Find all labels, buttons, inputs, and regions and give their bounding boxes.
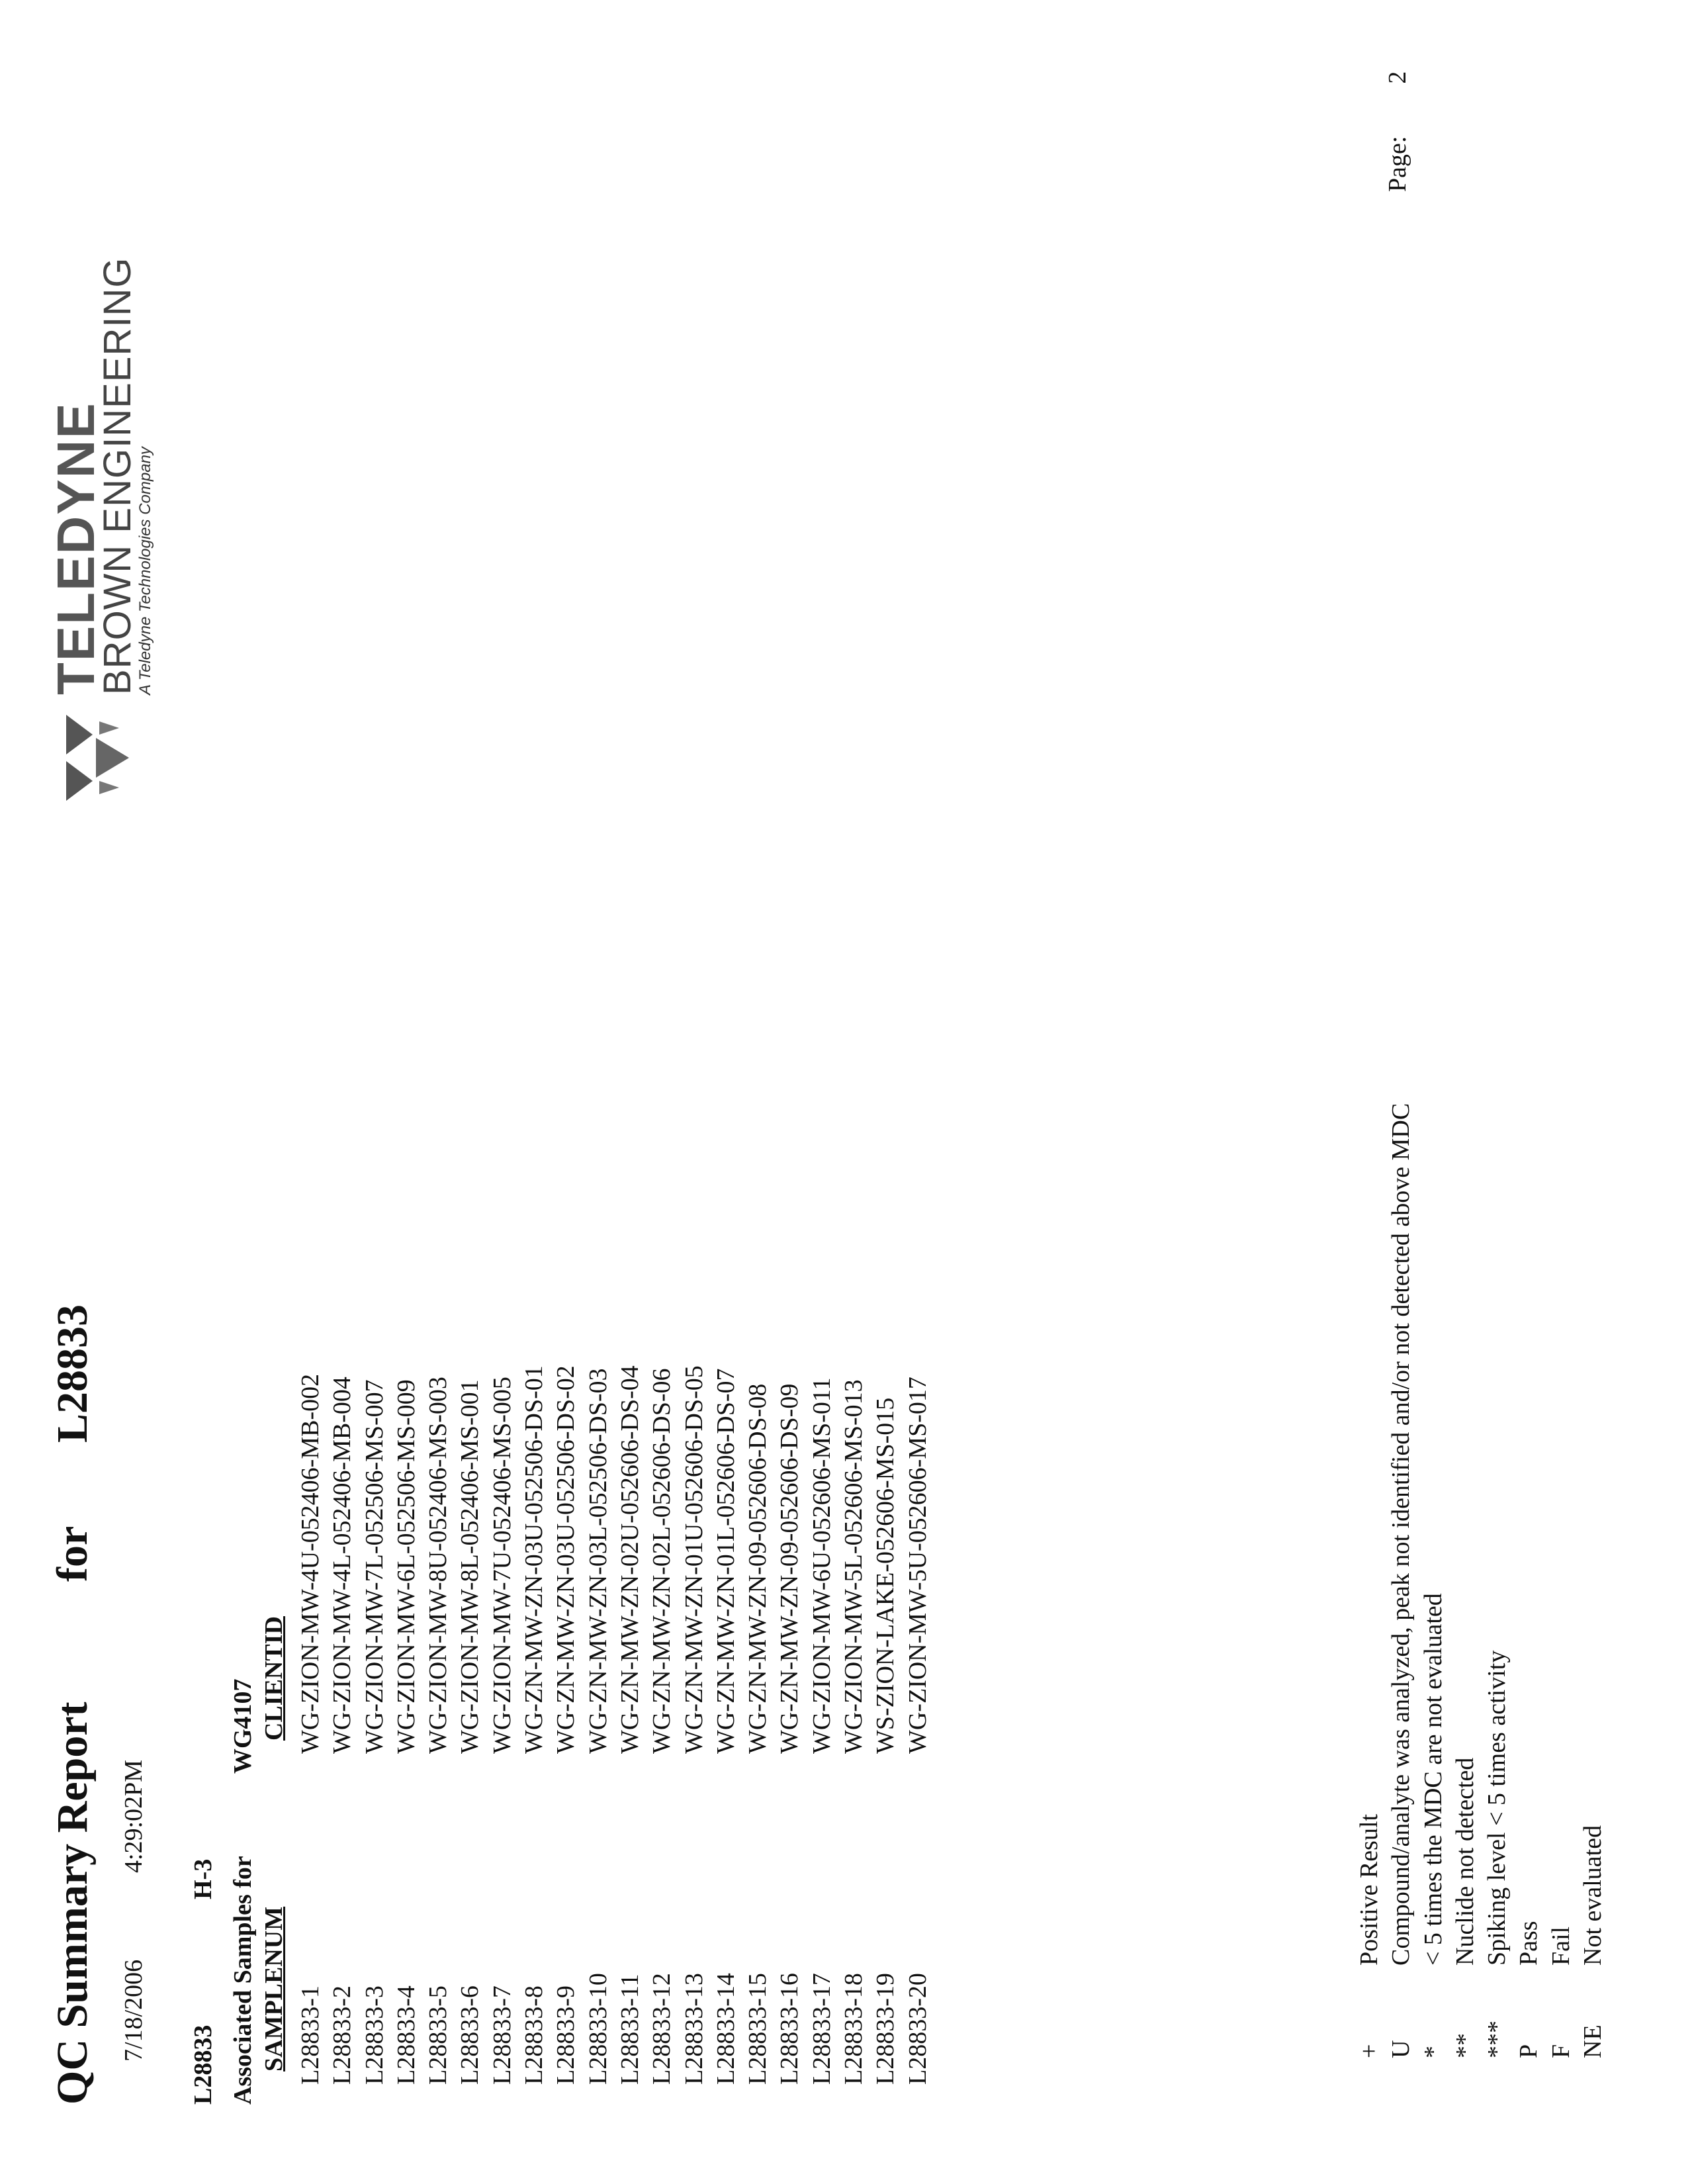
- table-row: [359, 1365, 390, 2085]
- client-id: WS-ZION-LAKE-052606-MS-015: [871, 1397, 900, 1754]
- column-header-clientid: CLIENTID: [260, 1616, 288, 1741]
- legend-text: Not evaluated: [1579, 1825, 1607, 1966]
- client-id: WG-ZION-MW-7U-052406-MS-005: [488, 1377, 516, 1754]
- nuclide-label: H-3: [189, 1858, 217, 1899]
- table-row: [326, 1365, 358, 2085]
- legend-item: [1481, 1103, 1513, 2058]
- sample-number: L28833-2: [328, 1985, 357, 2085]
- section-lab-number: L28833: [189, 2025, 217, 2105]
- associated-samples-label: Associated Samples for: [229, 1856, 257, 2105]
- legend-item: [1385, 1103, 1417, 2058]
- report-date: 7/18/2006: [120, 1959, 148, 2062]
- sample-number: L28833-18: [840, 1973, 868, 2085]
- client-id: WG-ZN-MW-ZN-02U-052606-DS-04: [615, 1365, 644, 1754]
- legend-text: Positive Result: [1355, 1813, 1383, 1966]
- table-row: [646, 1365, 678, 2085]
- logo-division: BROWN ENGINEERING: [96, 257, 139, 695]
- sample-number: L28833-4: [392, 1985, 420, 2085]
- sample-number: L28833-16: [776, 1973, 804, 2085]
- sample-number: L28833-6: [456, 1985, 484, 2085]
- sample-number: L28833-1: [296, 1985, 324, 2085]
- legend-key: *: [1419, 2046, 1447, 2058]
- table-row: [742, 1365, 774, 2085]
- legend-text: Pass: [1515, 1921, 1543, 1966]
- table-row: [454, 1365, 486, 2085]
- legend-item: [1577, 1103, 1609, 2058]
- table-row: [838, 1365, 869, 2085]
- legend-key: F: [1546, 2044, 1575, 2058]
- client-id: WG-ZION-MW-4U-052406-MB-002: [296, 1373, 324, 1754]
- sample-number: L28833-15: [744, 1973, 772, 2085]
- sample-number: L28833-12: [648, 1973, 676, 2085]
- legend-text: Compound/analyte was analyzed, peak not identified and/or not detected above MDC: [1387, 1103, 1415, 1966]
- legend-item: [1513, 1103, 1544, 2058]
- legend-key: P: [1515, 2044, 1543, 2058]
- table-row: [422, 1365, 454, 2085]
- sample-number: L28833-7: [488, 1985, 516, 2085]
- client-id: WG-ZN-MW-ZN-09-052606-DS-09: [776, 1383, 804, 1754]
- page-number: 2: [1384, 71, 1411, 84]
- legend-key: **: [1450, 2033, 1479, 2058]
- legend-text: Fail: [1546, 1926, 1575, 1966]
- sample-number: L28833-11: [615, 1974, 644, 2085]
- report-time: 4:29:02PM: [120, 1759, 148, 1873]
- table-row: [806, 1365, 838, 2085]
- sample-number: L28833-17: [807, 1973, 836, 2085]
- client-id: WG-ZION-MW-8L-052406-MS-001: [456, 1379, 484, 1754]
- logo-name: TELEDYNE: [46, 402, 105, 695]
- lab-number-heading: L28833: [48, 1304, 97, 1443]
- client-id: WG-ZN-MW-ZN-03U-052506-DS-01: [520, 1365, 549, 1754]
- client-id: WG-ZN-MW-ZN-09-052606-DS-08: [744, 1383, 772, 1754]
- client-id: WG-ZION-MW-8U-052406-MS-003: [424, 1377, 453, 1754]
- client-id: WG-ZION-MW-5L-052606-MS-013: [840, 1379, 868, 1754]
- page-label: Page:: [1384, 136, 1411, 192]
- page-indicator: [1383, 71, 1412, 192]
- sample-number: L28833-9: [552, 1985, 580, 2085]
- workgroup-label: WG4107: [229, 1678, 257, 1774]
- teledyne-logo-icon: [53, 708, 139, 807]
- legend-item: [1353, 1103, 1385, 2058]
- report-title: QC Summary Report: [48, 1702, 97, 2105]
- client-id: WG-ZN-MW-ZN-01U-052606-DS-05: [680, 1365, 708, 1754]
- table-row: [518, 1365, 550, 2085]
- sample-number: L28833-20: [903, 1973, 932, 2085]
- table-row: [582, 1365, 614, 2085]
- table-row: [678, 1365, 710, 2085]
- sample-number: L28833-19: [871, 1973, 900, 2085]
- table-row: [390, 1365, 422, 2085]
- table-row: [550, 1365, 582, 2085]
- for-label: for: [48, 1525, 97, 1582]
- table-row: [710, 1365, 742, 2085]
- table-row: [614, 1365, 646, 2085]
- client-id: WG-ZN-MW-ZN-03U-052506-DS-02: [552, 1365, 580, 1754]
- client-id: WG-ZION-MW-6U-052606-MS-011: [807, 1377, 836, 1754]
- sample-number: L28833-5: [424, 1985, 453, 2085]
- table-row: [486, 1365, 518, 2085]
- logo-tagline: A Teledyne Technologies Company: [136, 447, 154, 695]
- client-id: WG-ZION-MW-6L-052506-MS-009: [392, 1379, 420, 1754]
- legend-key: ***: [1483, 2021, 1511, 2058]
- table-row: [294, 1365, 326, 2085]
- legend-item: [1449, 1103, 1481, 2058]
- legend-key: +: [1355, 2044, 1383, 2058]
- table-row: [869, 1365, 901, 2085]
- legend-text: < 5 times the MDC are not evaluated: [1419, 1593, 1447, 1966]
- legend-item: [1545, 1103, 1577, 2058]
- legend: [1353, 1103, 1609, 2058]
- client-id: WG-ZN-MW-ZN-01L-052606-DS-07: [711, 1368, 740, 1754]
- legend-text: Nuclide not detected: [1450, 1757, 1479, 1966]
- sample-number: L28833-13: [680, 1973, 708, 2085]
- column-header-samplenum: SAMPLENUM: [260, 1906, 288, 2071]
- client-id: WG-ZN-MW-ZN-03L-052506-DS-03: [584, 1368, 612, 1754]
- table-row: [902, 1365, 934, 2085]
- teledyne-logo: [46, 257, 155, 808]
- sample-number: L28833-14: [711, 1973, 740, 2085]
- legend-text: Spiking level < 5 times activity: [1483, 1650, 1511, 1966]
- client-id: WG-ZION-MW-5U-052606-MS-017: [903, 1377, 932, 1754]
- sample-number: L28833-10: [584, 1973, 612, 2085]
- legend-item: [1417, 1103, 1449, 2058]
- legend-key: NE: [1579, 2025, 1607, 2058]
- client-id: WG-ZN-MW-ZN-02L-052606-DS-06: [648, 1368, 676, 1754]
- sample-number: L28833-8: [520, 1985, 549, 2085]
- table-row: [774, 1365, 805, 2085]
- samples-table: [294, 1365, 934, 2085]
- client-id: WG-ZION-MW-4L-052406-MB-004: [328, 1377, 357, 1754]
- client-id: WG-ZION-MW-7L-052506-MS-007: [360, 1379, 388, 1754]
- sample-number: L28833-3: [360, 1985, 388, 2085]
- legend-key: U: [1387, 2040, 1415, 2058]
